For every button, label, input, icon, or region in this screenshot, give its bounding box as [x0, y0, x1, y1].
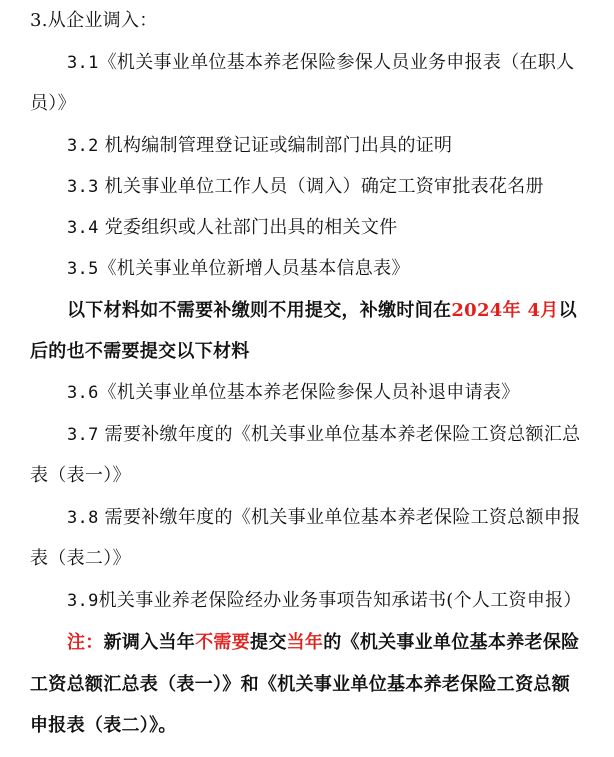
item-text: 机关事业养老保险经办业务事项告知承诺书(个人工资申报） — [98, 590, 582, 611]
item-number: 3.1 — [67, 53, 99, 73]
notice-paragraph-continued — [30, 337, 592, 367]
list-item-3-1-continued — [30, 89, 592, 119]
item-text: 《机关事业单位基本养老保险参保人员补退申请表》 — [98, 382, 520, 403]
note-text: 提交 — [250, 632, 287, 653]
item-text-continued: 表（表二）》 — [30, 548, 131, 569]
item-text: 需要补缴年度的《机关事业单位基本养老保险工资总额汇总 — [104, 424, 581, 445]
notice-text-line2: 后的也不需要提交以下材料 — [30, 341, 250, 362]
note-paragraph-line3 — [30, 711, 592, 741]
list-item-3-8 — [67, 503, 592, 533]
item-number: 3.7 — [67, 425, 99, 445]
item-number: 3.3 — [67, 177, 99, 197]
item-text: 需要补缴年度的《机关事业单位基本养老保险工资总额申报 — [104, 507, 581, 528]
note-emphasis-not-required: 不需要 — [195, 632, 251, 653]
notice-deadline: 2024年 4月 — [451, 300, 559, 321]
note-emphasis-current-year: 当年 — [286, 632, 324, 653]
section-heading-text: 3.从企业调入： — [30, 10, 158, 31]
item-number: 3.2 — [67, 136, 99, 156]
list-item-3-8-continued — [30, 544, 592, 574]
section-heading — [30, 6, 592, 36]
note-text: 新调入当年 — [103, 632, 196, 653]
list-item-3-4 — [67, 213, 592, 243]
notice-text: 以下材料如不需要补缴则不用提交，补缴时间在 — [67, 300, 452, 321]
list-item-3-3 — [67, 172, 592, 202]
note-paragraph-line2 — [30, 670, 592, 700]
list-item-3-9 — [67, 586, 592, 616]
item-number: 3.9 — [67, 591, 99, 611]
item-text-continued: 表（表一）》 — [30, 465, 131, 486]
note-text-line2: 工资总额汇总表（表一）》和《机关事业单位基本养老保险工资总额 — [30, 674, 570, 695]
list-item-3-2 — [67, 131, 592, 161]
item-number: 3.6 — [67, 383, 99, 403]
list-item-3-7-continued — [30, 461, 592, 491]
list-item-3-5 — [67, 254, 592, 284]
notice-text-end: 以 — [558, 300, 577, 321]
list-item-3-1 — [67, 48, 592, 78]
item-text: 《机关事业单位基本养老保险参保人员业务申报表（在职人 — [98, 52, 575, 73]
item-number: 3.8 — [67, 508, 99, 528]
notice-paragraph — [67, 296, 592, 326]
item-text-continued: 员）》 — [30, 93, 76, 114]
note-label: 注： — [67, 632, 104, 653]
item-number: 3.4 — [67, 218, 99, 238]
item-text: 机关事业单位工作人员（调入）确定工资审批表花名册 — [104, 176, 544, 197]
item-text: 机构编制管理登记证或编制部门出具的证明 — [104, 135, 453, 156]
note-text: 的《机关事业单位基本养老保险 — [323, 632, 580, 653]
note-text-line3: 申报表（表二）》。 — [30, 715, 177, 736]
list-item-3-7 — [67, 420, 592, 450]
item-number: 3.5 — [67, 259, 99, 279]
item-text: 党委组织或人社部门出具的相关文件 — [104, 217, 398, 238]
list-item-3-6 — [67, 378, 592, 408]
item-text: 《机关事业单位新增人员基本信息表》 — [98, 258, 410, 279]
note-paragraph — [67, 628, 592, 658]
